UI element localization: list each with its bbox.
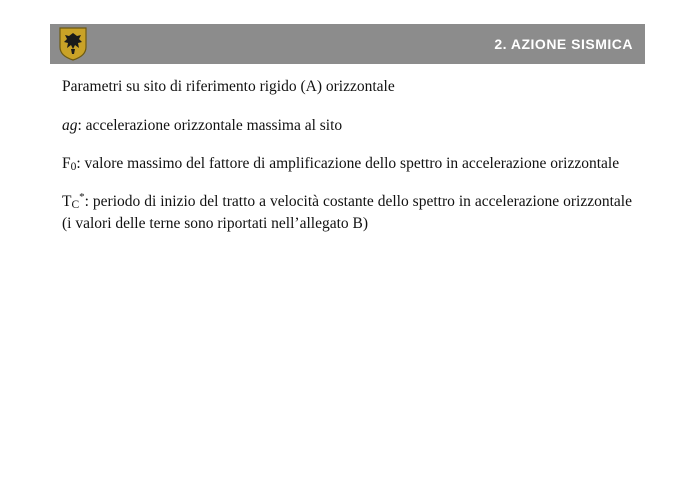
symbol-f0-letter: F [62,154,71,172]
symbol-ag: ag [62,117,78,135]
eagle-crest-icon [58,27,88,61]
paragraph-intro-text: Parametri su sito di riferimento rigido (A) orizzontale [62,78,395,95]
symbol-tc-letter: T [62,193,72,211]
paragraph-tc [62,190,632,234]
symbol-tc [62,193,85,210]
symbol-f0-subscript: 0 [70,160,77,173]
slide-header-bar [50,24,645,64]
symbol-f0 [62,155,76,172]
paragraph-ag [62,115,632,136]
paragraph-f0 [62,153,632,174]
slide-header-title: 2. AZIONE SISMICA [494,36,633,52]
paragraph-intro [62,76,632,97]
symbol-tc-subscript: C [71,199,80,212]
paragraph-tc-text: : periodo di inizio del tratto a velocità costante dello spettro in accelerazione orizzontale (i valori delle terne sono riportati nell’allegato B) [62,193,632,232]
paragraph-f0-text: : valore massimo del fattore di amplificazione dello spettro in accelerazione orizzontale [76,154,620,172]
symbol-tc-superscript: * [79,191,85,204]
paragraph-ag-text: : accelerazione orizzontale massima al sito [77,117,343,135]
slide-content [62,76,632,234]
